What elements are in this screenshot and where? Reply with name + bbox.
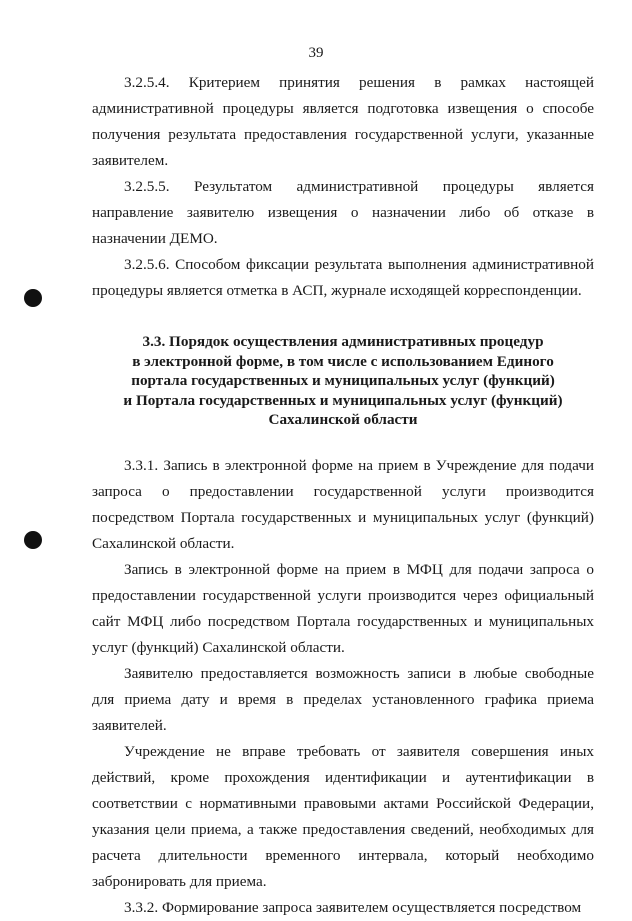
section-title-line: Сахалинской области <box>268 411 418 428</box>
paragraph-3-2-5-6: 3.2.5.6. Способом фиксации результата выполнения административной процедуры является отметка в АСП, журнале исходящей корреспонденции. <box>92 256 594 299</box>
section-title <box>92 332 594 430</box>
paragraph-3-3-2: 3.3.2. Формирование запроса заявителем осуществляется посредством <box>124 898 582 916</box>
paragraph-mfc-record: Запись в электронной форме на прием в МФЦ для подачи запроса о предоставлении государственной услуги производится через официальный сайт МФЦ либо посредством Портала государственных и муниципальных услуг (функций) Сахалинской области. <box>92 560 594 656</box>
section-title-line: 3.3. Порядок осуществления административных процедур <box>142 333 544 350</box>
paragraph-3-3-1: 3.3.1. Запись в электронной форме на прием в Учреждение для подачи запроса о предоставлении государственной услуги производится посредством Портала государственных и муниципальных услуг (функций) Сахалинской области. <box>92 456 594 552</box>
section-title-line: портала государственных и муниципальных услуг (функций) <box>131 372 555 389</box>
document-body <box>92 70 594 921</box>
binder-hole <box>24 289 42 307</box>
section-title-line: и Портала государственных и муниципальных услуг (функций) <box>123 391 563 409</box>
binder-hole <box>24 531 42 549</box>
paragraph-3-2-5-4: 3.2.5.4. Критерием принятия решения в рамках настоящей административной процедуры является подготовка извещения о способе получения результата предоставления государственной услуги, указанные заявителем. <box>92 74 594 169</box>
page-number: 39 <box>308 45 324 61</box>
paragraph-no-extra-actions: Учреждение не вправе требовать от заявителя совершения иных действий, кроме прохождения идентификации и аутентификации в соответствии с нормативными правовыми актами Российской Федерации, указания цели приема, а также предоставления сведений, необходимых для расчета длительности временного интервала, который необходимо забронировать для приема. <box>92 742 594 890</box>
section-title-line: в электронной форме, в том числе с использованием Единого <box>132 352 554 370</box>
paragraph-free-slots: Заявителю предоставляется возможность записи в любые свободные для приема дату и время в пределах установленного графика приема заявителей. <box>92 664 594 734</box>
paragraph-3-2-5-5: 3.2.5.5. Результатом административной процедуры является направление заявителю извещения о назначении либо об отказе в назначении ДЕМО. <box>92 178 594 247</box>
